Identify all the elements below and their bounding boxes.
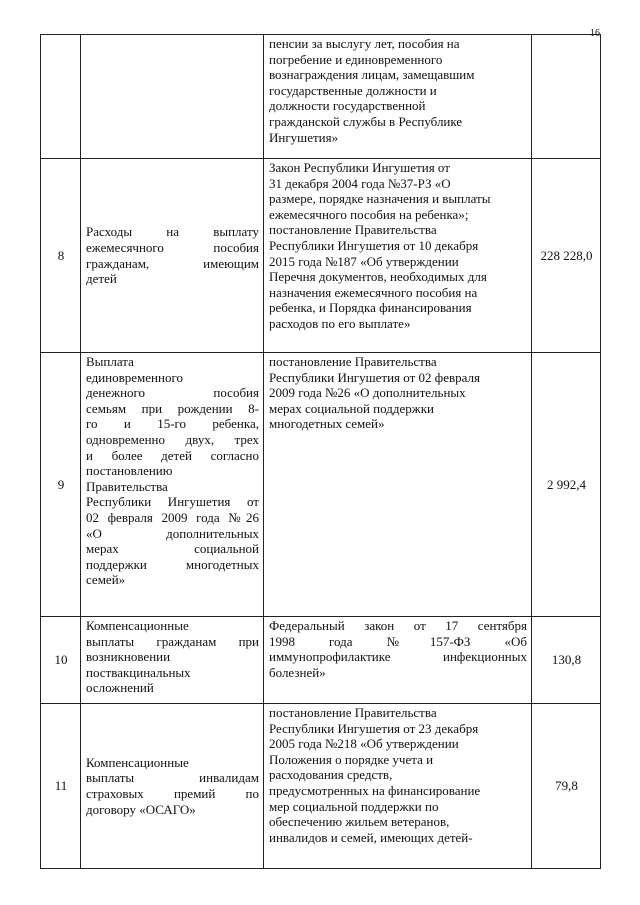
basis-line: 31 декабря 2004 года №37-РЗ «О [269, 175, 451, 191]
row-number: 11 [41, 704, 81, 869]
basis-line: вознаграждения лицам, замещавшим [269, 67, 475, 83]
expense-name [81, 35, 264, 159]
basis-line: 2009 года №26 «О дополнительных [269, 385, 466, 401]
name-line: детей [86, 271, 117, 287]
name-line: постановлению [86, 463, 173, 479]
name-line: и более детей согласно [86, 447, 259, 463]
expense-name [81, 159, 264, 353]
amount [532, 35, 601, 159]
name-line: возникновении [86, 649, 171, 665]
legal-basis [264, 353, 532, 617]
basis-line: предусмотренных на финансирование [269, 782, 481, 798]
basis-line: 1998 года №157-ФЗ «Об [269, 633, 527, 649]
name-line: Выплата [86, 354, 134, 369]
name-line: семей» [86, 572, 126, 588]
basis-line: болезней» [269, 664, 326, 680]
basis-line: государственные должности и [269, 82, 437, 98]
basis-line: расходов по его выплате» [269, 315, 411, 331]
page-number: 16 [590, 28, 600, 39]
name-line: 02 февраля 2009 года №26 [86, 509, 259, 525]
table-row [41, 35, 601, 159]
row-number: 8 [41, 159, 81, 353]
legal-basis [264, 159, 532, 353]
row-number: 9 [41, 353, 81, 617]
name-line: осложнений [86, 680, 154, 696]
expense-name [81, 704, 264, 869]
expense-name [81, 617, 264, 704]
table-row [41, 617, 601, 704]
basis-line: Федеральный закон от 17 сентября [269, 618, 527, 633]
basis-line: Ингушетия» [269, 129, 339, 145]
basis-line: постановление Правительства [269, 222, 437, 238]
table-row [41, 704, 601, 869]
basis-line: Республики Ингушетия от 23 декабря [269, 720, 479, 736]
name-line: выплаты гражданам при [86, 633, 259, 649]
basis-line: Перечня документов, необходимых для [269, 269, 487, 285]
budget-table [40, 34, 601, 869]
name-line: единовременного [86, 369, 183, 385]
name-line: поддержки многодетных [86, 556, 259, 572]
legal-basis [264, 704, 532, 869]
name-line: Республики Ингушетия от [86, 494, 259, 510]
basis-line: инвалидов и семей, имеющих детей- [269, 829, 473, 845]
legal-basis [264, 35, 532, 159]
name-line: Компенсационные [86, 618, 189, 633]
amount: 2 992,4 [532, 353, 601, 617]
basis-line: Республики Ингушетия от 02 февраля [269, 369, 480, 385]
basis-line: обеспечению жильем ветеранов, [269, 814, 450, 830]
name-line: поствакцинальных [86, 664, 191, 680]
name-line: одновременно двух, трех [86, 431, 259, 447]
row-number [41, 35, 81, 159]
basis-line: назначения ежемесячного пособия на [269, 284, 478, 300]
name-line: Правительства [86, 478, 168, 494]
amount: 79,8 [532, 704, 601, 869]
basis-line: погребение и единовременного [269, 51, 443, 67]
basis-line: постановление Правительства [269, 705, 437, 720]
name-line: ежемесячного пособия [86, 239, 259, 255]
basis-line: должности государственной [269, 98, 426, 114]
name-line: го и 15-го ребенка, [86, 416, 259, 432]
name-line: денежного пособия [86, 385, 259, 401]
name-line: мерах социальной [86, 541, 259, 557]
basis-line: иммунопрофилактике инфекционных [269, 649, 527, 665]
name-line: выплаты инвалидам [86, 770, 259, 786]
row-number: 10 [41, 617, 81, 704]
basis-line: ребенка, и Порядка финансирования [269, 300, 472, 316]
name-line: гражданам, имеющим [86, 255, 259, 271]
name-line: Расходы на выплату [86, 224, 259, 240]
basis-line: постановление Правительства [269, 354, 437, 369]
table-row [41, 159, 601, 353]
table-row [41, 353, 601, 617]
basis-line: размере, порядке назначения и выплаты [269, 191, 491, 207]
basis-line: Закон Республики Ингушетия от [269, 160, 450, 175]
basis-line: 2015 года №187 «Об утверждении [269, 253, 459, 269]
name-line: страховых премий по [86, 786, 259, 801]
basis-line: Республики Ингушетия от 10 декабря [269, 237, 479, 253]
basis-line: пенсии за выслугу лет, пособия на [269, 36, 460, 51]
name-line: Компенсационные [86, 754, 189, 770]
name-line: договору «ОСАГО» [86, 801, 196, 817]
legal-basis [264, 617, 532, 704]
basis-line: мер социальной поддержки по [269, 798, 439, 814]
basis-line: гражданской службы в Республике [269, 113, 463, 129]
basis-line: мерах социальной поддержки [269, 400, 435, 416]
amount: 130,8 [532, 617, 601, 704]
amount: 228 228,0 [532, 159, 601, 353]
basis-line: 2005 года №218 «Об утверждении [269, 736, 459, 752]
basis-line: многодетных семей» [269, 416, 385, 432]
name-line: «О дополнительных [86, 525, 259, 541]
basis-line: Положения о порядке учета и [269, 751, 434, 767]
name-line: семьям при рождении 8- [86, 400, 259, 416]
basis-line: ежемесячного пособия на ребенка»; [269, 206, 469, 222]
basis-line: расходования средств, [269, 767, 393, 783]
expense-name [81, 353, 264, 617]
